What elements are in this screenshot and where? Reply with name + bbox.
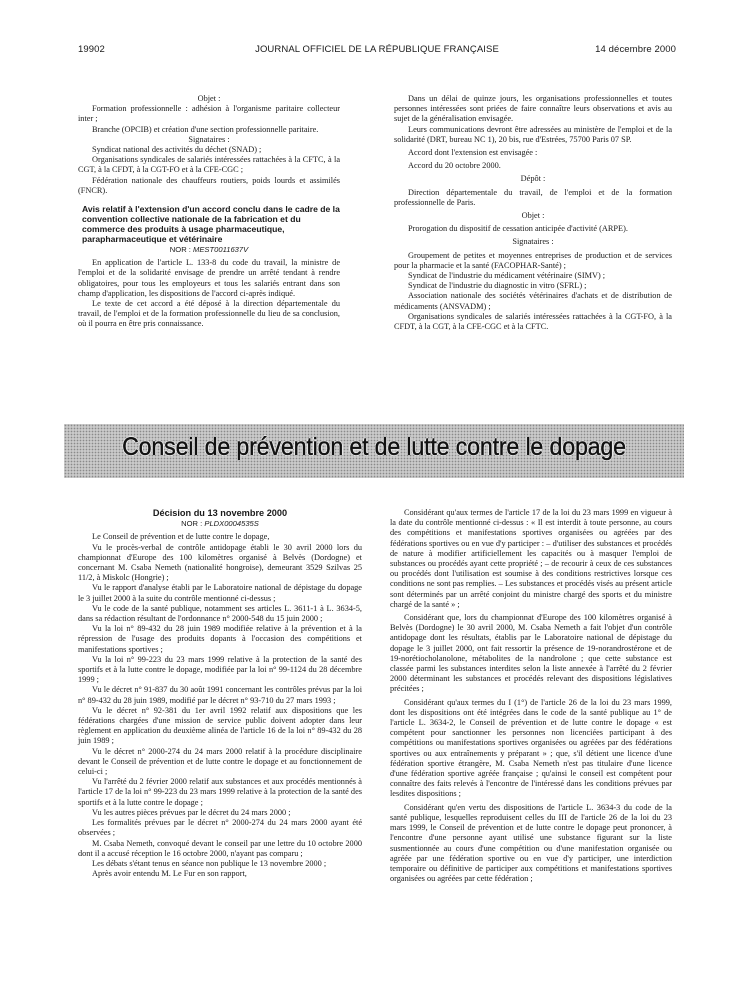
decision-paragraph: M. Csaba Nemeth, convoqué devant le conseil par une lettre du 10 octobre 2000 dont il a accusé réception le 16 octobre 2000, n'ayant pas comparu ; [78, 838, 362, 858]
avis-paragraph: Dans un délai de quinze jours, les organisations professionnelles et toutes personnes intéressées sont priées de faire connaître leurs observations et avis au sujet de la généralisation envisagée. [394, 94, 672, 124]
decision-paragraph: Vu l'arrêté du 2 février 2000 relatif aux substances et aux procédés mentionnés à l'article 17 de la loi n° 99-223 du 23 mars 1999 relative à la protection de la santé des sportifs et à la lutte contre le dopage ; [78, 777, 362, 807]
depot-value: Direction départementale du travail, de l'emploi et de la formation professionnelle de Paris. [394, 187, 672, 207]
decision-paragraph: Après avoir entendu M. Le Fur en son rapport, [92, 869, 247, 879]
journal-title: JOURNAL OFFICIEL DE LA RÉPUBLIQUE FRANÇAISE [255, 44, 499, 55]
nor-label: NOR : [181, 519, 203, 529]
nor-code: MESТ0011637V [193, 245, 249, 255]
decision-paragraph: Vu le rapport d'analyse établi par le Laboratoire national de dépistage du dopage le 3 juillet 2000 à la suite du contrôle mentionné ci-dessus ; [78, 583, 362, 603]
signataire-item: Organisations syndicales de salariés intéressées rattachées à la CFTC, à la CGT, à la CFDT, à la CGT-FO et à la CFE-CGC ; [78, 155, 340, 175]
decision-paragraph: Vu le décret n° 91-837 du 30 août 1991 concernant les contrôles prévus par la loi n° 89-432 du 28 juin 1989, modifié par le décret n° 93-710 du 27 mars 1993 ; [78, 685, 362, 705]
nor-reference [78, 519, 362, 529]
decision-title: Décision du 13 novembre 2000 [152, 508, 288, 518]
decision-paragraph: Vu la loi n° 89-432 du 28 juin 1989 modifiée relative à la prévention et à la répression de l'usage des produits dopants à l'occasion des compétitions et manifestations sportives ; [78, 624, 362, 654]
signataire-item: Syndicat de l'industrie du médicament vétérinaire (SIMV) ; [408, 271, 606, 281]
avis-paragraph: En application de l'article L. 133-8 du code du travail, la ministre de l'emploi et de la solidarité envisage de prendre un arrêté tendant à rendre obligatoires, pour tous les employeurs et tous les salariés entrant dans son champ d'application, les dispositions de l'accord ci-après indiqué. [78, 258, 340, 298]
decision-paragraph: Les formalités prévues par le décret n° 2000-274 du 24 mars 2000 ayant été observées ; [78, 818, 362, 838]
signataires-label: Signataires : [188, 134, 230, 144]
decision-paragraph: Vu le décret n° 92-381 du 1er avril 1992 relatif aux dispositions que les fédérations chargées d'une mission de service public doivent adopter dans leur règlement en application du deuxième alinéa de l'article 16 de la loi n° 89-432 du 28 juin 1989 ; [78, 705, 362, 746]
decision-paragraph: Le Conseil de prévention et de lutte contre le dopage, [92, 532, 270, 542]
objet-label: Objet : [521, 211, 545, 221]
signataire-item: Syndicat de l'industrie du diagnostic in vitro (SFRL) ; [408, 281, 587, 291]
objet-value: Prorogation du dispositif de cessation anticipée d'activité (ARPE). [408, 224, 628, 234]
objet-item: Formation professionnelle : adhésion à l'organisme paritaire collecteur inter ; [78, 104, 340, 124]
page-number: 19902 [78, 44, 105, 55]
decision-paragraph: Vu la loi n° 99-223 du 23 mars 1999 relative à la protection de la santé des sportifs et à la lutte contre le dopage, modifiée par la loi n° 99-1124 du 28 décembre 1999 ; [78, 654, 362, 685]
nor-code: PLDX0004535S [204, 519, 259, 529]
decision-right-column [390, 508, 672, 884]
top-left-column [78, 94, 340, 330]
decision-paragraph: Considérant que, lors du championnat d'Europe des 100 kilomètres organisé à Belvès (Dordogne) le 30 avril 2000, M. Csaba Nemeth a fait l'objet d'un contrôle antidopage dont les résultats, établis par le Laboratoire national de dépistage du dopage le 3 juillet 2000, ont fait ressortir la présence de 19-norandrostérone et de 19-norétiocholanolone, métabolites de la nandrolone ; que cette substance est classée parmi les substances interdites selon la liste annexée à l'arrêté du 2 février 2000 déterminant les substances et procédés relevant des dispositions législatives précitées ; [390, 613, 672, 694]
decision-paragraph: Vu le code de la santé publique, notamment ses articles L. 3611-1 à L. 3634-5, dans sa rédaction résultant de l'ordonnance n° 2000-548 du 15 juin 2000 ; [78, 603, 362, 624]
decision-paragraph: Considérant qu'aux termes du I (1°) de l'article 26 de la loi du 23 mars 1999, dont les dispositions ont été intégrées dans le code de la santé publique au 1° de l'article L. 3634-2, le Conseil de prévention et de lutte contre le dopage « est compétent pour sanctionner les personnes non licenciées participant à des compétitions ou manifestations sportives organisées ou agréées par des fédérations sportives ou aux entraînements y préparant » ; que, s'il détient une licence d'une fédération sportive étrangère, M. Csaba Nemeth n'est pas titulaire d'une licence d'une fédération sportive agréée française ; qu'ainsi le conseil est compétent pour connaître des faits relevés à l'encontre de l'intéressé dans les conditions prévues par lesdites dispositions ; [390, 697, 672, 799]
issue-date: 14 décembre 2000 [595, 44, 676, 55]
signataire-item: Association nationale des sociétés vétérinaires d'achats et de distribution de médicaments (ANSVADM) ; [394, 291, 672, 311]
signataire-item: Fédération nationale des chauffeurs routiers, poids lourds et assimilés (FNCR). [78, 175, 340, 195]
section-title: Conseil de prévention et de lutte contre le dopage [122, 433, 626, 461]
signataire-item: Organisations syndicales de salariés intéressées rattachées à la CGT-FO, à la CFDT, à la CGT, à la CFE-CGC et à la CFTC. [394, 311, 672, 332]
accord-value: Accord du 20 octobre 2000. [408, 161, 501, 171]
depot-label: Dépôt : [520, 174, 546, 184]
avis-heading: Avis relatif à l'extension d'un accord conclu dans le cadre de la convention collective nationale de la fabrication et du commerce des produits à usage pharmaceutique, parapharmaceutique et vétérinaire [82, 204, 340, 245]
top-right-column [394, 94, 672, 332]
decision-paragraph: Considérant qu'aux termes de l'article 17 de la loi du 23 mars 1999 en vigueur à la date du contrôle mentionné ci-dessus : « Il est interdit à toute personne, au cours des compétitions et manifestations sportives organisées ou agréées par des fédérations sportives ou en vue d'y participer : – d'utiliser des substances et procédés de nature à modifier artificiellement les capacités ou à masquer l'emploi de substances ou procédés ayant cette propriété ; – de recourir à ceux de ces substances ou procédés dont l'utilisation est soumise à des conditions restrictives lorsque ces conditions ne sont pas remplies. – Les substances et procédés visés au présent article sont déterminés par un arrêté conjoint du ministre chargé des sports et du ministre chargé de la santé » ; [390, 508, 672, 609]
decision-paragraph: Vu le procès-verbal de contrôle antidopage établi le 30 avril 2000 lors du championnat d'Europe des 100 kilomètres organisé à Belvès (Dordogne) et concernant M. Csaba Nemeth (nationalité hongroise), demeurant 3529 Szilvas 25 11/2, à Miskolc (Hongrie) ; [78, 542, 362, 583]
decision-paragraph: Vu le décret n° 2000-274 du 24 mars 2000 relatif à la procédure disciplinaire devant le Conseil de prévention et de lutte contre le dopage et au fonctionnement de celui-ci ; [78, 746, 362, 777]
section-banner [64, 424, 684, 478]
decision-left-column [78, 508, 362, 879]
page-header [78, 44, 676, 58]
decision-paragraph: Les débats s'étant tenus en séance non publique le 13 novembre 2000 ; [92, 858, 327, 868]
objet-label: Objet : [197, 94, 221, 103]
decision-paragraph: Vu les autres pièces prévues par le décret du 24 mars 2000 ; [92, 807, 291, 817]
signataire-item: Groupement de petites et moyennes entreprises de production et de services pour la pharmacie et la santé (FACOPHAR-Santé) ; [394, 250, 672, 270]
nor-label: NOR : [169, 245, 191, 255]
avis-paragraph: Le texte de cet accord a été déposé à la direction départementale du travail, de l'emploi et de la formation professionnelle du lieu de sa conclusion, où il pourra en être pris connaissance. [78, 299, 340, 329]
signataires-label: Signataires : [512, 237, 554, 247]
accord-label: Accord dont l'extension est envisagée : [408, 148, 538, 158]
objet-item: Branche (OPCIB) et création d'une section professionnelle paritaire. [92, 124, 319, 134]
decision-paragraph: Considérant qu'en vertu des dispositions de l'article L. 3634-3 du code de la santé publique, lesquelles reproduisent celles du III de l'article 26 de la loi du 23 mars 1999, le Conseil de prévention et de lutte contre le dopage peut prononcer, à l'encontre d'une personne ayant utilisé une substance figurant sur la liste susmentionnée au cours d'une compétition ou d'une manifestation organisée ou agréée par une fédération sportive ou en vue d'y participer, une interdiction temporaire ou définitive de participer aux compétitions et manifestations sportives organisées ou agréées par cette fédération ; [390, 802, 672, 884]
signataire-item: Syndicat national des activités du déchet (SNAD) ; [92, 145, 262, 155]
avis-paragraph: Leurs communications devront être adressées au ministère de l'emploi et de la solidarité (DRT, bureau NC 1), 20 bis, rue d'Estrées, 75700 Paris 07 SP. [394, 124, 672, 144]
nor-reference [78, 245, 340, 255]
